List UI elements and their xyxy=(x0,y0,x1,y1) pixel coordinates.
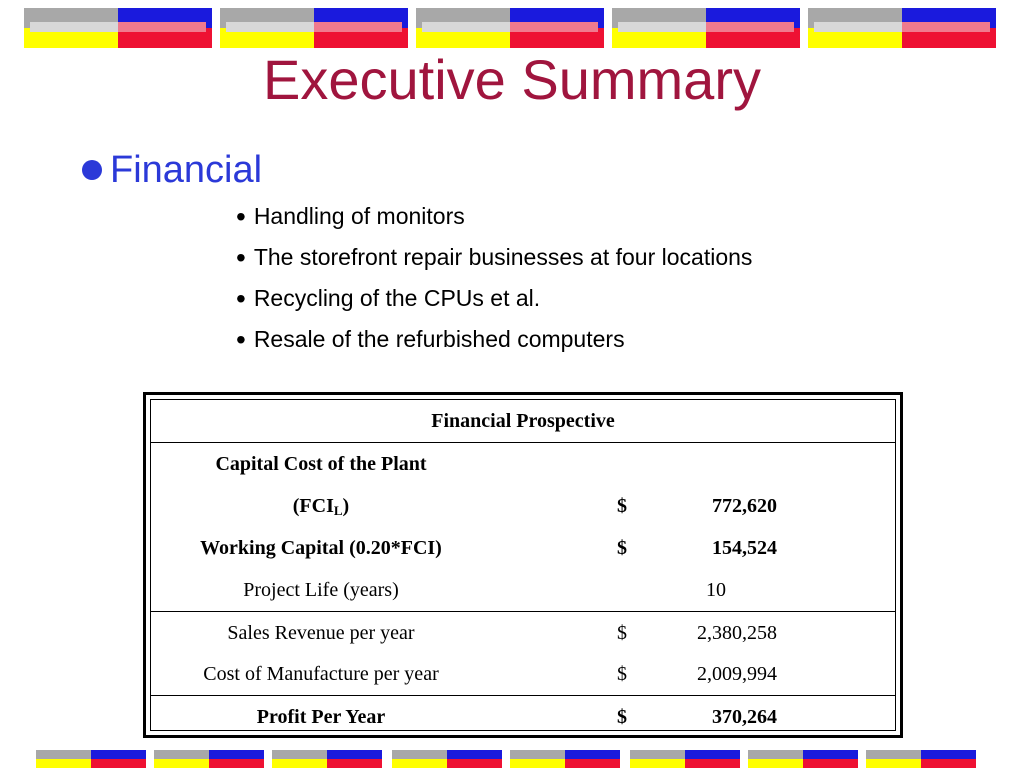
color-segment xyxy=(685,750,740,759)
color-segment xyxy=(36,750,91,759)
com-label: Cost of Manufacture per year xyxy=(203,663,439,685)
color-segment xyxy=(803,750,858,759)
color-segment xyxy=(921,750,976,759)
fci-value: 772,620 xyxy=(712,495,777,517)
color-segment xyxy=(392,750,447,759)
table-row-cost-of-manufacture xyxy=(151,653,895,695)
color-segment xyxy=(565,759,620,768)
color-stripe xyxy=(814,22,902,32)
color-segment xyxy=(272,750,327,759)
sub-bullet-item xyxy=(236,196,752,237)
working-capital-value: 154,524 xyxy=(712,537,777,559)
color-stripe xyxy=(30,22,118,32)
bullet-icon: • xyxy=(236,283,246,314)
table-row-capital-cost xyxy=(151,443,895,485)
main-bullet-text: Financial xyxy=(110,149,263,191)
top-bar-block-5 xyxy=(808,8,996,48)
bottom-bar-block-2 xyxy=(154,750,264,768)
color-stripe xyxy=(618,22,706,32)
color-segment xyxy=(921,759,976,768)
color-segment xyxy=(630,750,685,759)
sub-bullet-text: Handling of monitors xyxy=(253,203,465,229)
table-row-project-life xyxy=(151,569,895,611)
top-bar-block-4 xyxy=(612,8,800,48)
bottom-bar-block-1 xyxy=(36,750,146,768)
working-capital-currency: $ xyxy=(617,537,627,559)
profit-value: 370,264 xyxy=(712,706,777,728)
bottom-bar-block-6 xyxy=(630,750,740,768)
color-segment xyxy=(36,759,91,768)
sales-value: 2,380,258 xyxy=(697,622,777,644)
bottom-bar-block-3 xyxy=(272,750,382,768)
bullet-dot-icon xyxy=(82,160,102,180)
color-segment xyxy=(565,750,620,759)
slide-title: Executive Summary xyxy=(263,48,761,111)
com-currency: $ xyxy=(617,663,627,685)
color-stripe xyxy=(226,22,314,32)
table-row-working-capital xyxy=(151,527,895,569)
color-segment xyxy=(510,750,565,759)
working-capital-label: Working Capital (0.20*FCI) xyxy=(200,537,442,559)
table-header: Financial Prospective xyxy=(431,410,615,432)
bottom-bar-block-7 xyxy=(748,750,858,768)
color-segment xyxy=(510,759,565,768)
color-segment xyxy=(866,750,921,759)
sub-bullet-text: The storefront repair businesses at four locations xyxy=(253,244,753,270)
sub-bullet-item xyxy=(236,278,752,319)
sales-label: Sales Revenue per year xyxy=(227,622,415,644)
color-segment xyxy=(91,759,146,768)
financial-table xyxy=(143,392,903,738)
bullet-icon: • xyxy=(236,242,246,273)
color-segment xyxy=(447,750,502,759)
color-segment xyxy=(154,750,209,759)
color-segment xyxy=(209,750,264,759)
color-segment xyxy=(327,750,382,759)
fci-suffix: ) xyxy=(342,495,350,517)
color-segment xyxy=(748,750,803,759)
bottom-bar-block-8 xyxy=(866,750,976,768)
top-bar-block-2 xyxy=(220,8,408,48)
sales-currency: $ xyxy=(617,622,627,644)
sub-bullet-item xyxy=(236,319,752,360)
fci-prefix: (FCI xyxy=(292,495,334,517)
bottom-bar-block-5 xyxy=(510,750,620,768)
capital-cost-label: Capital Cost of the Plant xyxy=(215,453,427,475)
fci-subscript: L xyxy=(333,503,343,518)
table-row-fci xyxy=(151,485,895,527)
bullet-icon: • xyxy=(236,201,246,232)
fci-label xyxy=(151,485,491,532)
color-segment xyxy=(748,759,803,768)
financial-table-inner xyxy=(150,399,896,731)
table-row-profit xyxy=(151,696,895,738)
color-segment xyxy=(327,759,382,768)
profit-currency: $ xyxy=(617,706,627,728)
sub-bullet-text: Resale of the refurbished computers xyxy=(253,326,625,352)
bottom-decorative-bars xyxy=(0,750,1024,768)
color-segment xyxy=(803,759,858,768)
color-stripe xyxy=(314,22,402,32)
project-life-label: Project Life (years) xyxy=(243,579,399,601)
main-bullet xyxy=(82,146,262,194)
top-bar-block-1 xyxy=(24,8,212,48)
color-stripe xyxy=(118,22,206,32)
color-stripe xyxy=(422,22,510,32)
top-decorative-bars xyxy=(0,8,1024,48)
project-life-value: 10 xyxy=(706,579,726,601)
color-stripe xyxy=(706,22,794,32)
fci-currency: $ xyxy=(617,495,627,517)
profit-label: Profit Per Year xyxy=(256,706,386,728)
sub-bullet-item xyxy=(236,237,752,278)
color-stripe xyxy=(510,22,598,32)
color-segment xyxy=(392,759,447,768)
sub-bullet-list xyxy=(236,196,752,360)
color-segment xyxy=(91,750,146,759)
com-value: 2,009,994 xyxy=(697,663,777,685)
bottom-bar-block-4 xyxy=(392,750,502,768)
sub-bullet-text: Recycling of the CPUs et al. xyxy=(253,285,541,311)
table-row-sales xyxy=(151,612,895,654)
top-bar-block-3 xyxy=(416,8,604,48)
bullet-icon: • xyxy=(236,324,246,355)
color-segment xyxy=(685,759,740,768)
color-segment xyxy=(154,759,209,768)
color-segment xyxy=(272,759,327,768)
color-stripe xyxy=(902,22,990,32)
color-segment xyxy=(866,759,921,768)
color-segment xyxy=(630,759,685,768)
color-segment xyxy=(447,759,502,768)
color-segment xyxy=(209,759,264,768)
